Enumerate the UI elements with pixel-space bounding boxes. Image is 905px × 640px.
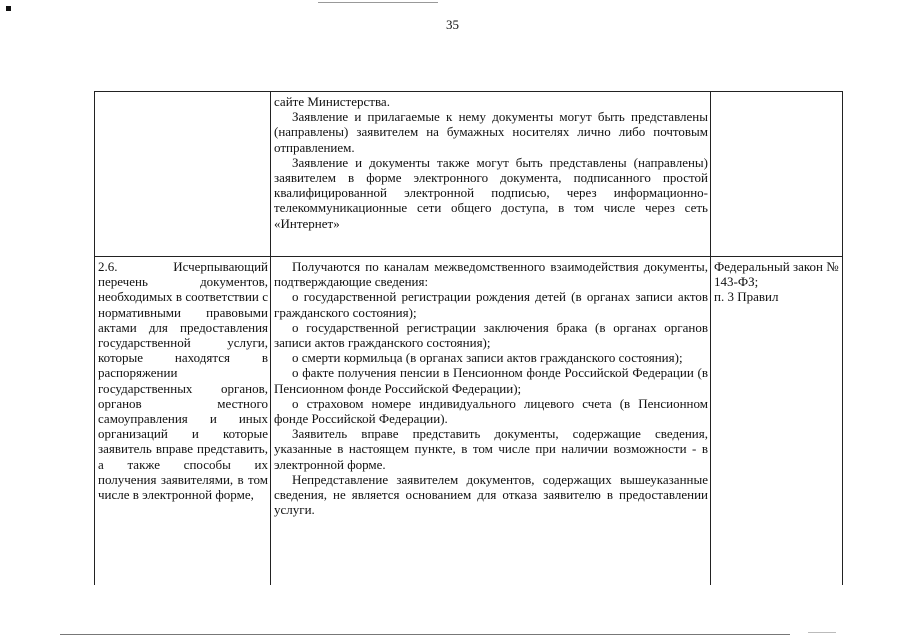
table-row [95,257,843,586]
paragraph: сайте Министерства. [274,94,390,109]
row2-col2 [271,257,711,586]
paragraph: Непредставление заявителем документов, содержащих вышеуказанные сведения, не является основанием для отказа заявителю в предоставлении услуги. [274,471,708,518]
row1-col2 [271,92,711,257]
row1-col1 [95,92,271,257]
legal-reference: Федеральный закон № 143-ФЗ; [714,259,839,290]
scan-mark [6,6,11,11]
row2-col1-section-title: 2.6. Исчерпывающий перечень документов, необходимых в соответствии с нормативными правовыми актами для предоставления государственной услуги, которые находятся в распоряжении государственных органов, органов местного самоуправления и иных организаций и которые заявитель вправе представить, а также способы их получения заявителями, в том числе в электронной форме, [95,257,271,586]
bottom-dash [808,632,836,633]
paragraph: о государственной регистрации рождения детей (в органах записи актов гражданского состояния); [274,289,708,320]
page-number: 35 [446,17,459,32]
paragraph: Получаются по каналам межведомственного взаимодействия документы, подтверждающие сведения: [274,259,708,290]
row2-col3-legal-refs [711,257,843,586]
regulation-table [94,91,843,585]
legal-reference: п. 3 Правил [714,289,779,305]
bottom-rule [60,634,790,635]
paragraph: о государственной регистрации заключения брака (в органах органов записи актов гражданского состояния); [274,319,708,351]
table-row [95,92,843,257]
paragraph: о факте получения пенсии в Пенсионном фонде Российской Федерации (в Пенсионном фонде Российской Федерации); [274,365,708,396]
paragraph: Заявление и документы также могут быть представлены (направлены) заявителем в форме электронного документа, подписанного простой квалифицированной электронной подписью, через информационно-телекоммуникационные сети общего доступа, в том числе через сеть «Интернет» [274,154,708,231]
paragraph: Заявление и прилагаемые к нему документы могут быть представлены (направлены) заявителем на бумажных носителях лично либо почтовым отправлением. [274,109,708,155]
paragraph: Заявитель вправе представить документы, содержащие сведения, указанные в настоящем пункте, в том числе при наличии возможности - в электронной форме. [274,426,708,472]
row1-col3 [711,92,843,257]
top-rule [318,2,438,3]
paragraph: о смерти кормильца (в органах записи актов гражданского состояния); [292,350,683,366]
paragraph: о страховом номере индивидуального лицевого счета (в Пенсионном фонде Российской Федерации). [274,395,708,427]
